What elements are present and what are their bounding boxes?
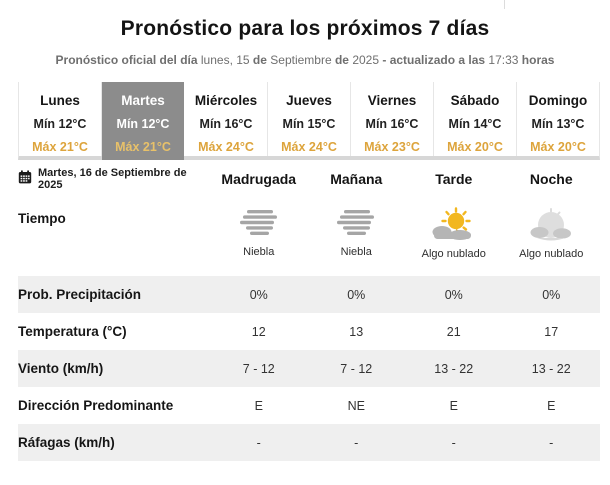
cell-value: 0% xyxy=(444,287,463,302)
day-name: Jueves xyxy=(286,93,332,108)
cell-value: - xyxy=(549,435,554,450)
cell-value: 21 xyxy=(446,324,461,339)
row-label: Viento (km/h) xyxy=(18,361,104,376)
hourly-detail-table xyxy=(18,163,600,461)
cell-value: - xyxy=(256,435,261,450)
table-row-temperatura xyxy=(18,313,600,350)
cell-value: 13 xyxy=(349,324,364,339)
day-name: Sábado xyxy=(450,93,500,108)
selected-date-label: Martes, 16 de Septiembre de 2025 xyxy=(38,166,187,191)
cell-value: - xyxy=(451,435,456,450)
day-min-temp: Mín 15°C xyxy=(282,117,336,131)
table-row-rafagas xyxy=(18,424,600,461)
day-max-temp: Máx 21°C xyxy=(32,140,88,154)
forecast-subtitle: Pronóstico oficial del día lunes, 15 de Septiembre de 2025 - actualizado a las 17:33 horas xyxy=(55,53,555,67)
day-min-temp: Mín 12°C xyxy=(33,117,87,131)
day-card-sabado[interactable] xyxy=(433,82,516,156)
day-name: Miércoles xyxy=(194,93,258,108)
day-min-temp: Mín 12°C xyxy=(116,117,170,131)
weather-cell-manana xyxy=(308,194,406,276)
table-header-row xyxy=(18,163,600,194)
day-min-temp: Mín 16°C xyxy=(199,117,253,131)
fog-icon xyxy=(333,207,379,241)
fog-icon xyxy=(236,207,282,241)
day-min-temp: Mín 13°C xyxy=(531,117,585,131)
day-card-martes-selected[interactable] xyxy=(101,82,184,156)
moon-cloud-icon xyxy=(527,207,575,243)
column-header-noche: Noche xyxy=(529,170,573,187)
day-max-temp: Máx 20°C xyxy=(530,140,586,154)
day-name: Viernes xyxy=(367,93,417,108)
day-card-miercoles[interactable] xyxy=(184,82,267,156)
day-max-temp: Máx 21°C xyxy=(115,140,171,154)
column-header-madrugada: Madrugada xyxy=(221,170,297,187)
row-label: Tiempo xyxy=(18,211,66,226)
selected-date xyxy=(18,167,210,191)
cell-value: 7 - 12 xyxy=(340,361,373,376)
table-row-direccion xyxy=(18,387,600,424)
weather-cell-tarde xyxy=(405,194,503,276)
cell-value: NE xyxy=(347,398,365,413)
cell-value: 13 - 22 xyxy=(531,361,571,376)
weather-caption: Niebla xyxy=(340,246,372,258)
cell-value: 7 - 12 xyxy=(242,361,275,376)
calendar-icon xyxy=(18,170,32,187)
cell-value: 13 - 22 xyxy=(434,361,474,376)
weather-caption: Algo nublado xyxy=(519,248,584,260)
column-header-manana: Mañana xyxy=(330,170,383,187)
row-label: Prob. Precipitación xyxy=(18,287,142,302)
cell-value: 12 xyxy=(251,324,266,339)
day-name: Martes xyxy=(121,93,165,108)
cell-value: 17 xyxy=(544,324,559,339)
cell-value: E xyxy=(449,398,458,413)
table-row-viento xyxy=(18,350,600,387)
day-card-domingo[interactable] xyxy=(516,82,599,156)
weather-caption: Algo nublado xyxy=(421,248,486,260)
day-max-temp: Máx 20°C xyxy=(447,140,503,154)
day-card-jueves[interactable] xyxy=(267,82,350,156)
day-min-temp: Mín 16°C xyxy=(365,117,419,131)
column-header-tarde: Tarde xyxy=(435,170,473,187)
day-max-temp: Máx 24°C xyxy=(198,140,254,154)
cell-value: E xyxy=(547,398,556,413)
weather-cell-madrugada xyxy=(210,194,308,276)
day-min-temp: Mín 14°C xyxy=(448,117,502,131)
cell-value: 0% xyxy=(347,287,366,302)
row-label: Ráfagas (km/h) xyxy=(18,435,115,450)
day-max-temp: Máx 24°C xyxy=(281,140,337,154)
day-max-temp: Máx 23°C xyxy=(364,140,420,154)
day-name: Domingo xyxy=(528,93,588,108)
day-card-viernes[interactable] xyxy=(350,82,433,156)
table-row-precipitacion xyxy=(18,276,600,313)
cell-value: E xyxy=(254,398,263,413)
row-label: Dirección Predominante xyxy=(18,398,174,413)
cell-value: - xyxy=(354,435,359,450)
day-selector xyxy=(18,82,600,160)
weather-cell-noche xyxy=(503,194,601,276)
row-label: Temperatura (°C) xyxy=(18,324,127,339)
cell-value: 0% xyxy=(249,287,268,302)
table-row-tiempo xyxy=(18,194,600,276)
day-card-lunes[interactable] xyxy=(19,82,101,156)
cell-value: 0% xyxy=(542,287,561,302)
sun-cloud-icon xyxy=(430,207,478,243)
crop-divider-artifact xyxy=(504,0,505,9)
weather-caption: Niebla xyxy=(243,246,275,258)
page-title: Pronóstico para los próximos 7 días xyxy=(120,17,490,40)
day-name: Lunes xyxy=(40,93,80,108)
